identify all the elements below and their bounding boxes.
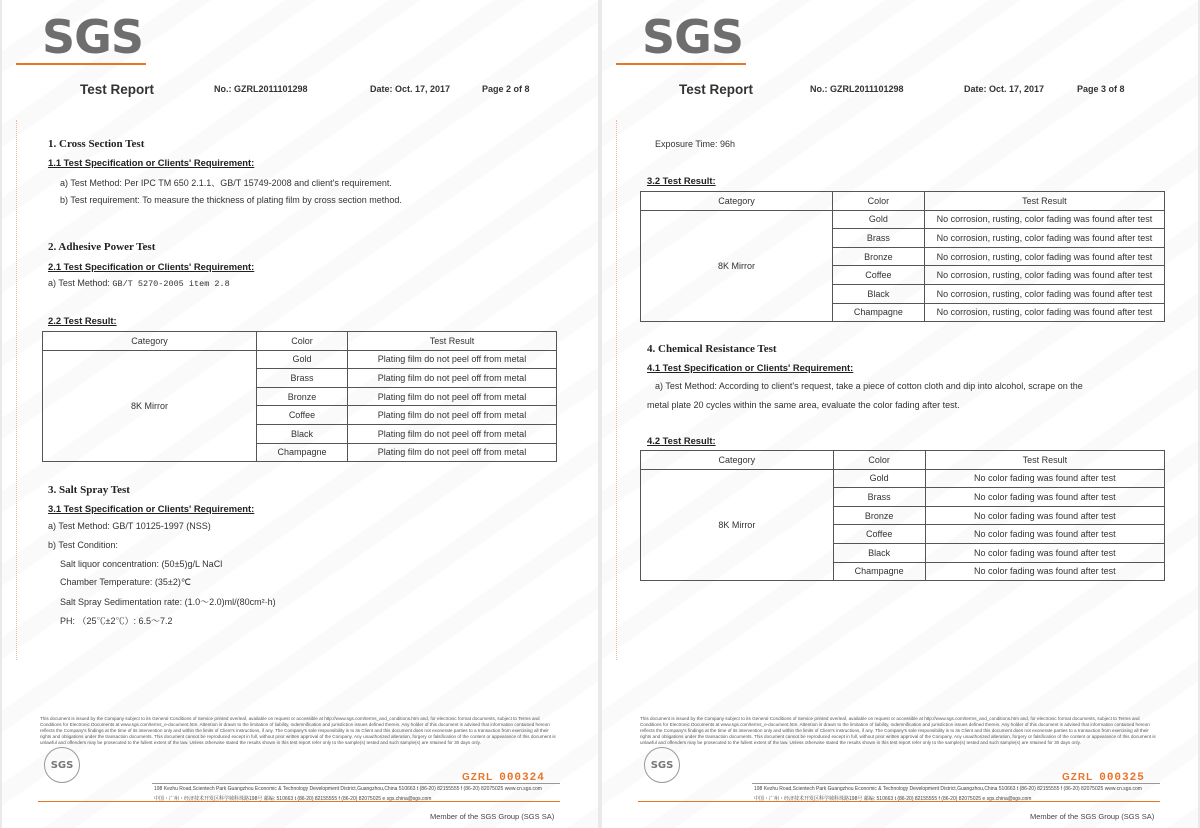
condition-item: Salt liquor concentration: (50±5)g/L NaCl bbox=[60, 559, 223, 569]
method-code: GB/T 5270-2005 item 2.8 bbox=[112, 279, 230, 289]
sgs-logo: SGS bbox=[42, 10, 144, 64]
table-row bbox=[641, 210, 1165, 229]
result-cell: No corrosion, rusting, color fading was found after test bbox=[924, 266, 1164, 285]
address-english: 198 Kezhu Road,Scientech Park Guangzhou Economic & Technology Development District,Guangzhou,China 510663 t (86-20) 82155555 f (86-20) 82075025 www.cn.sgs.com bbox=[154, 786, 542, 792]
color-cell: Black bbox=[257, 424, 348, 443]
sgs-stamp: SGS bbox=[44, 747, 80, 783]
paragraph: Exposure Time: 96h bbox=[655, 139, 736, 149]
color-cell: Brass bbox=[832, 229, 924, 248]
color-cell: Coffee bbox=[257, 406, 348, 425]
column-header: Category bbox=[641, 192, 833, 211]
result-cell: Plating film do not peel off from metal bbox=[348, 369, 557, 388]
report-number: No.: GZRL2011101298 bbox=[214, 84, 308, 94]
result-table bbox=[640, 191, 1165, 322]
serial-value: 000325 bbox=[1099, 772, 1145, 784]
section-heading: 1. Cross Section Test bbox=[48, 138, 145, 150]
legal-disclaimer: This document is issued by the Company subject to its General Conditions of Service printed overleaf, available on request or accessible at http://www.sgs.com/terms_and_conditions.htm and, for electronic format documents, subject to Terms and Conditions for Electronic Documents at www.sgs.com/terms_e-document.htm. Attention is drawn to the limitation of liability, indemnification and jurisdiction issues defined therein. Any holder of this document is advised that information contained hereon reflects the Company's findings at the time of its intervention only and within the limits of Client's instructions, if any. The Company's sole responsibility is to its Client and this document does not exonerate parties to a transaction from exercising all their rights and obligations under the transaction documents. This document cannot be reproduced except in full, without prior written approval of the Company. Any unauthorized alteration, forgery or falsification of the content or appearance of this document is unlawful and offenders may be prosecuted to the fullest extent of the law. Unless otherwise stated the results shown in this test report refer only to the sample(s) tested and such sample(s) are retained for 30 days only. bbox=[40, 716, 556, 745]
report-date: Date: Oct. 17, 2017 bbox=[370, 84, 451, 94]
color-cell: Bronze bbox=[832, 247, 924, 266]
logo-underline bbox=[16, 63, 146, 65]
column-header: Category bbox=[641, 451, 834, 470]
subsection-heading: 3.1 Test Specification or Clients' Requirement: bbox=[48, 503, 255, 514]
paragraph: a) Test Method: GB/T 10125-1997 (NSS) bbox=[48, 521, 211, 531]
column-header: Color bbox=[832, 192, 924, 211]
table-row bbox=[43, 350, 557, 369]
table-header-row bbox=[43, 332, 557, 351]
subsection-heading: 4.1 Test Specification or Clients' Requirement: bbox=[647, 362, 854, 373]
color-cell: Gold bbox=[832, 210, 924, 229]
label: a) Test Method: bbox=[48, 278, 113, 288]
paragraph bbox=[48, 278, 230, 289]
table-header-row bbox=[641, 451, 1165, 470]
page-number: Page 3 of 8 bbox=[1077, 84, 1125, 94]
result-cell: No corrosion, rusting, color fading was found after test bbox=[924, 284, 1164, 303]
paragraph: b) Test requirement: To measure the thickness of plating film by cross section method. bbox=[60, 195, 402, 205]
divider bbox=[752, 783, 1160, 784]
table-row bbox=[641, 469, 1165, 488]
result-heading: 4.2 Test Result: bbox=[647, 435, 716, 446]
result-cell: No corrosion, rusting, color fading was found after test bbox=[924, 303, 1164, 322]
result-heading: 3.2 Test Result: bbox=[647, 175, 716, 186]
report-date: Date: Oct. 17, 2017 bbox=[964, 84, 1045, 94]
logo-underline bbox=[616, 63, 746, 65]
paragraph: a) Test Method: According to client's request, take a piece of cotton cloth and dip into alcohol, scrape on the bbox=[655, 381, 1083, 391]
column-header: Test Result bbox=[924, 192, 1164, 211]
result-cell: No color fading was found after test bbox=[925, 506, 1164, 525]
column-header: Category bbox=[43, 332, 257, 351]
legal-disclaimer: This document is issued by the Company subject to its General Conditions of Service printed overleaf, available on request or accessible at http://www.sgs.com/terms_and_conditions.htm and, for electronic format documents, subject to Terms and Conditions for Electronic Documents at www.sgs.com/terms_e-document.htm. Attention is drawn to the limitation of liability, indemnification and jurisdiction issues defined therein. Any holder of this document is advised that information contained hereon reflects the Company's findings at the time of its intervention only and within the limits of Client's instructions, if any. The Company's sole responsibility is to its Client and this document does not exonerate parties to a transaction from exercising all their rights and obligations under the transaction documents. This document cannot be reproduced except in full, without prior written approval of the Company. Any unauthorized alteration, forgery or falsification of the content or appearance of this document is unlawful and offenders may be prosecuted to the fullest extent of the law. Unless otherwise stated the results shown in this test report refer only to the sample(s) tested and such sample(s) are retained for 30 days only. bbox=[640, 716, 1156, 745]
member-line: Member of the SGS Group (SGS SA) bbox=[430, 812, 555, 821]
serial-value: 000324 bbox=[499, 772, 545, 784]
page-number: Page 2 of 8 bbox=[482, 84, 530, 94]
side-margin-note bbox=[16, 120, 27, 660]
paragraph: metal plate 20 cycles within the same area, evaluate the color fading after test. bbox=[647, 400, 960, 410]
result-cell: No color fading was found after test bbox=[925, 543, 1164, 562]
category-cell: 8K Mirror bbox=[43, 350, 257, 462]
color-cell: Black bbox=[832, 284, 924, 303]
subsection-heading: 1.1 Test Specification or Clients' Requirement: bbox=[48, 157, 255, 168]
category-cell: 8K Mirror bbox=[641, 210, 833, 322]
result-cell: No corrosion, rusting, color fading was found after test bbox=[924, 247, 1164, 266]
section-heading: 2. Adhesive Power Test bbox=[48, 241, 156, 253]
color-cell: Bronze bbox=[833, 506, 925, 525]
address-chinese: 中国・广州・经济技术开发区科学城科珠路198号 邮编: 510663 t (86-20) 82155555 f (86-20) 82075025 e sgs.china@sgs.com bbox=[154, 796, 432, 802]
side-margin-note bbox=[616, 120, 627, 660]
page-title: Test Report bbox=[679, 82, 754, 97]
address-english: 198 Kezhu Road,Scientech Park Guangzhou Economic & Technology Development District,Guangzhou,China 510663 t (86-20) 82155555 f (86-20) 82075025 www.cn.sgs.com bbox=[754, 786, 1142, 792]
report-number: No.: GZRL2011101298 bbox=[810, 84, 904, 94]
color-cell: Gold bbox=[833, 469, 925, 488]
result-heading: 2.2 Test Result: bbox=[48, 315, 117, 326]
result-cell: Plating film do not peel off from metal bbox=[348, 424, 557, 443]
result-cell: No corrosion, rusting, color fading was found after test bbox=[924, 229, 1164, 248]
divider bbox=[152, 783, 560, 784]
column-header: Color bbox=[257, 332, 348, 351]
result-cell: Plating film do not peel off from metal bbox=[348, 350, 557, 369]
footer-divider bbox=[638, 801, 1160, 802]
color-cell: Coffee bbox=[833, 525, 925, 544]
result-cell: Plating film do not peel off from metal bbox=[348, 387, 557, 406]
member-line: Member of the SGS Group (SGS SA) bbox=[1030, 812, 1155, 821]
column-header: Test Result bbox=[925, 451, 1164, 470]
result-cell: No color fading was found after test bbox=[925, 562, 1164, 581]
color-cell: Champagne bbox=[832, 303, 924, 322]
column-header: Color bbox=[833, 451, 925, 470]
color-cell: Bronze bbox=[257, 387, 348, 406]
color-cell: Champagne bbox=[833, 562, 925, 581]
sgs-logo: SGS bbox=[642, 10, 744, 64]
report-page-2 bbox=[2, 0, 598, 828]
result-cell: No color fading was found after test bbox=[925, 469, 1164, 488]
category-cell: 8K Mirror bbox=[641, 469, 834, 581]
condition-item: PH: （25℃±2℃）: 6.5～7.2 bbox=[60, 616, 173, 626]
footer-divider bbox=[38, 801, 560, 802]
condition-item: Salt Spray Sedimentation rate: (1.0～2.0)ml/(80cm²·h) bbox=[60, 597, 276, 607]
result-table bbox=[42, 331, 557, 462]
result-table bbox=[640, 450, 1165, 581]
section-heading: 4. Chemical Resistance Test bbox=[647, 343, 777, 355]
color-cell: Champagne bbox=[257, 443, 348, 462]
section-heading: 3. Salt Spray Test bbox=[48, 484, 130, 496]
color-cell: Brass bbox=[257, 369, 348, 388]
result-cell: No color fading was found after test bbox=[925, 525, 1164, 544]
result-cell: Plating film do not peel off from metal bbox=[348, 406, 557, 425]
paragraph: a) Test Method: Per IPC TM 650 2.1.1、GB/T 15749-2008 and client's requirement. bbox=[60, 178, 392, 188]
color-cell: Brass bbox=[833, 488, 925, 507]
sgs-stamp: SGS bbox=[644, 747, 680, 783]
page-title: Test Report bbox=[80, 82, 155, 97]
color-cell: Black bbox=[833, 543, 925, 562]
address-chinese: 中国・广州・经济技术开发区科学城科珠路198号 邮编: 510663 t (86-20) 82155555 f (86-20) 82075025 e sgs.china@sgs.com bbox=[754, 796, 1032, 802]
subsection-heading: 2.1 Test Specification or Clients' Requirement: bbox=[48, 261, 255, 272]
table-header-row bbox=[641, 192, 1165, 211]
result-cell: No color fading was found after test bbox=[925, 488, 1164, 507]
color-cell: Coffee bbox=[832, 266, 924, 285]
report-page-3 bbox=[602, 0, 1198, 828]
result-cell: Plating film do not peel off from metal bbox=[348, 443, 557, 462]
serial-prefix: GZRL bbox=[1062, 772, 1094, 783]
condition-item: Chamber Temperature: (35±2)℃ bbox=[60, 577, 191, 587]
paragraph: b) Test Condition: bbox=[48, 540, 118, 550]
serial-prefix: GZRL bbox=[462, 772, 494, 783]
column-header: Test Result bbox=[348, 332, 557, 351]
result-cell: No corrosion, rusting, color fading was found after test bbox=[924, 210, 1164, 229]
color-cell: Gold bbox=[257, 350, 348, 369]
